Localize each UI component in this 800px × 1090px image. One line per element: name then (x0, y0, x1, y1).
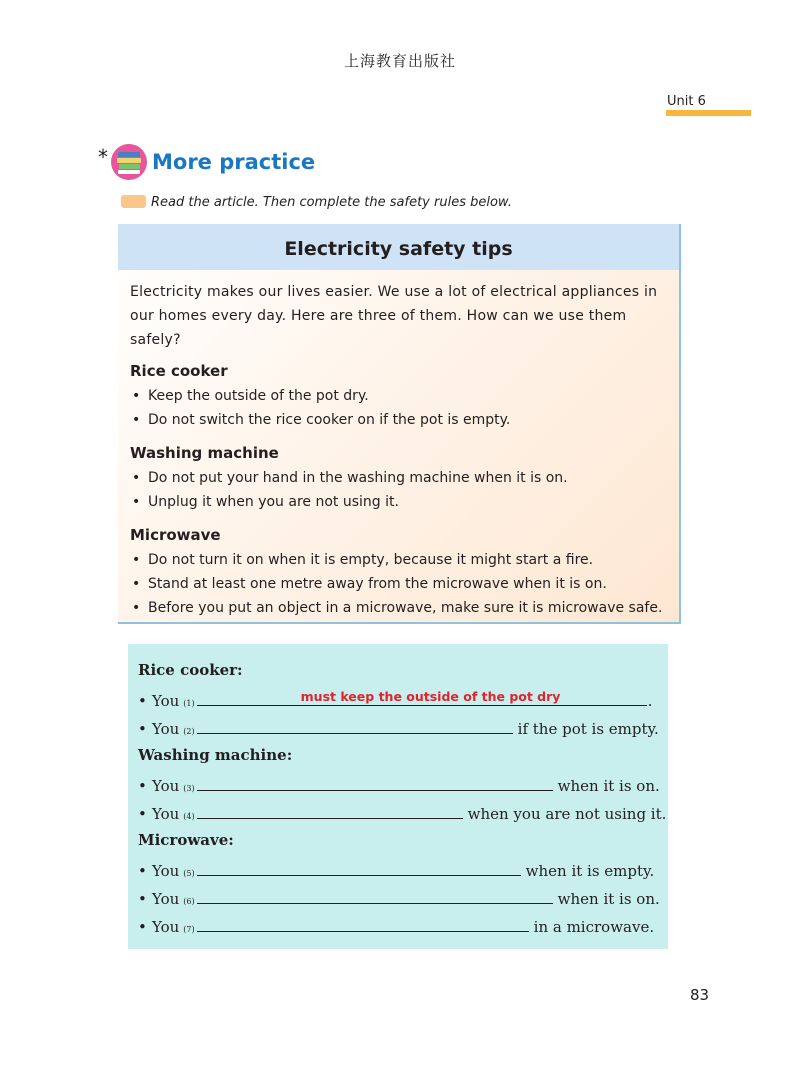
exercise-line-4 (138, 801, 666, 823)
you-label: You (152, 918, 180, 936)
tips-washing-machine (130, 466, 667, 514)
bullet: • (138, 918, 147, 936)
answer-blank-3[interactable] (197, 773, 553, 791)
section-heading-microwave: Microwave (130, 526, 221, 544)
tip-item: • Do not switch the rice cooker on if the pot is empty. (130, 408, 667, 432)
exercise-line-5 (138, 858, 654, 880)
tip-item: • Do not turn it on when it is empty, because it might start a fire. (130, 548, 667, 572)
exercise-box (128, 644, 668, 949)
answer-blank-5[interactable] (197, 858, 521, 876)
asterisk-mark: * (98, 145, 108, 169)
bullet: • (138, 805, 147, 823)
item-tail: when you are not using it. (467, 805, 667, 823)
item-number: (2) (183, 727, 195, 736)
item-number: (7) (183, 925, 195, 934)
bullet: • (138, 720, 147, 738)
you-label: You (152, 692, 180, 710)
unit-label: Unit 6 (667, 94, 706, 109)
exercise-heading-rice-cooker: Rice cooker: (138, 661, 243, 679)
publisher-header: 上海教育出版社 (343, 52, 456, 70)
section-heading-rice-cooker: Rice cooker (130, 362, 228, 380)
unit-bar (666, 110, 751, 116)
item-number: (5) (183, 869, 195, 878)
you-label: You (152, 890, 180, 908)
tips-rice-cooker (130, 384, 667, 432)
answer-blank-4[interactable] (197, 801, 463, 819)
item-tail: if the pot is empty. (517, 720, 659, 738)
bullet: • (138, 890, 147, 908)
item-number: (3) (183, 784, 195, 793)
tip-item: • Keep the outside of the pot dry. (130, 384, 667, 408)
item-tail: when it is on. (557, 890, 660, 908)
article-title: Electricity safety tips (118, 224, 679, 270)
you-label: You (152, 862, 180, 880)
item-number: (1) (183, 699, 195, 708)
tip-item: • Do not put your hand in the washing machine when it is on. (130, 466, 667, 490)
article-box (118, 224, 681, 624)
answer-blank-6[interactable] (197, 886, 553, 904)
item-tail: when it is empty. (525, 862, 655, 880)
answer-blank-1[interactable] (197, 688, 647, 706)
exercise-line-6 (138, 886, 660, 908)
you-label: You (152, 777, 180, 795)
handwritten-answer-1: must keep the outside of the pot dry (300, 689, 561, 704)
bullet: • (138, 777, 147, 795)
you-label: You (152, 720, 180, 738)
exercise-line-1 (138, 688, 652, 710)
article-body (118, 270, 679, 620)
instruction-text: Read the article. Then complete the safety rules below. (151, 195, 512, 210)
tips-microwave (130, 548, 667, 620)
exercise-line-3 (138, 773, 660, 795)
tip-item: • Before you put an object in a microwave, make sure it is microwave safe. (130, 596, 667, 620)
tip-item: • Unplug it when you are not using it. (130, 490, 667, 514)
exercise-heading-washing-machine: Washing machine: (138, 746, 293, 764)
tip-item: • Stand at least one metre away from the microwave when it is on. (130, 572, 667, 596)
item-number: (6) (183, 897, 195, 906)
you-label: You (152, 805, 180, 823)
item-tail: when it is on. (557, 777, 660, 795)
exercise-line-7 (138, 914, 654, 936)
article-intro: Electricity makes our lives easier. We use a lot of electrical appliances in our homes every day. Here are three of them. How can we use them safely? (130, 284, 658, 348)
answer-blank-2[interactable] (197, 716, 513, 734)
bullet: • (138, 862, 147, 880)
answer-blank-7[interactable] (197, 914, 529, 932)
instruction-tag (121, 195, 146, 208)
section-title: More practice (152, 150, 316, 174)
page-number: 83 (690, 986, 710, 1004)
books-icon (110, 143, 148, 181)
exercise-heading-microwave: Microwave: (138, 831, 234, 849)
item-tail: . (647, 692, 653, 710)
item-number: (4) (183, 812, 195, 821)
exercise-line-2 (138, 716, 659, 738)
item-tail: in a microwave. (533, 918, 655, 936)
bullet: • (138, 692, 147, 710)
section-heading-washing-machine: Washing machine (130, 444, 279, 462)
